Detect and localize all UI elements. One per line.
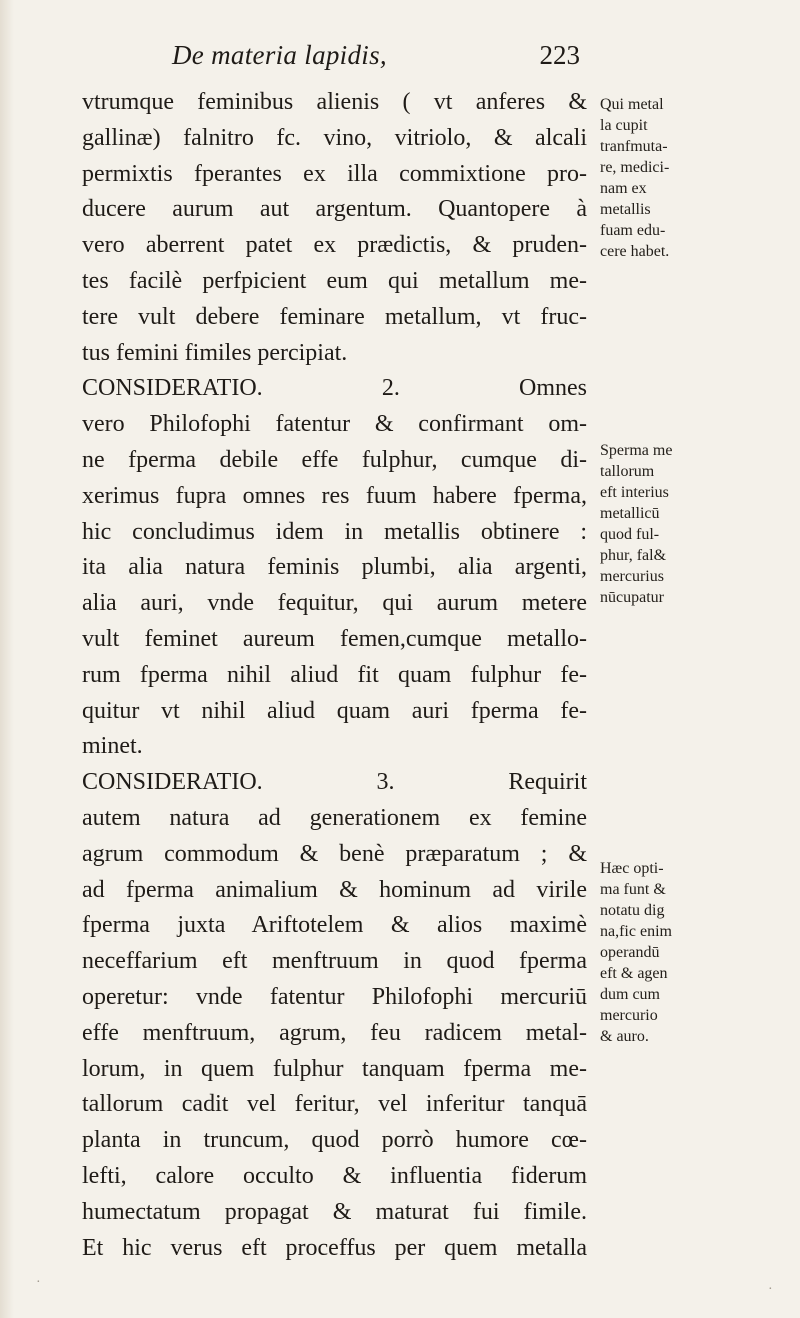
margin-note-line: nam ex — [600, 180, 647, 197]
text-line: planta in truncum, quod porrò humore cœ- — [82, 1127, 587, 1154]
text-line: effe menftruum, agrum, feu radicem metal- — [82, 1019, 587, 1046]
text-line: neceffarium eft menftruum in quod fperma — [82, 948, 587, 975]
text-line: vtrumque feminibus alienis ( vt anferes & — [82, 89, 587, 115]
page-number: 223 — [539, 40, 580, 70]
margin-note-line: ma funt & — [600, 881, 666, 898]
margin-note-line: metallis — [600, 201, 651, 218]
margin-note-line: notatu dig — [600, 902, 665, 919]
text-line: vero Philofophi fatentur & confirmant om- — [82, 411, 587, 438]
margin-note-line: la cupit — [600, 117, 648, 134]
paper-speck: · — [768, 1282, 773, 1297]
margin-note — [600, 94, 785, 262]
margin-note-line: quod ful- — [600, 526, 660, 543]
margin-note — [600, 440, 785, 608]
margin-note-line: tallorum — [600, 463, 655, 480]
text-line: rum fperma nihil aliud fit quam fulphur fe- — [82, 661, 587, 688]
margin-note-line: metallicū — [600, 505, 660, 522]
text-line: xerimus fupra omnes res fuum habere fperma, — [82, 482, 587, 509]
margin-note-line: tranfmuta- — [600, 138, 668, 155]
text-line: fperma juxta Ariftotelem & alios maximè — [82, 912, 587, 939]
margin-note-line: Hæc opti- — [600, 860, 664, 877]
section-heading-line: CONSIDERATIO. 3. Requirit — [82, 769, 587, 796]
text-line: alia auri, vnde fequitur, qui aurum metere — [82, 590, 587, 617]
text-line: hic concludimus idem in metallis obtinere : — [82, 518, 587, 545]
text-line: ducere aurum aut argentum. Quantopere à — [82, 196, 587, 223]
text-line: operetur: vnde fatentur Philofophi mercuriū — [82, 983, 587, 1010]
text-line: autem natura ad generationem ex femine — [82, 804, 587, 831]
main-text-block — [82, 85, 587, 1266]
margin-note-line: eft & agen — [600, 965, 668, 982]
margin-note-line: Sperma me — [600, 442, 673, 459]
text-line: tere vult debere feminare metallum, vt fruc- — [82, 303, 587, 330]
text-line: permixtis fperantes ex illa commixtione pro- — [82, 160, 587, 187]
margin-note-line: phur, fal& — [600, 547, 667, 564]
text-line: Et hic verus eft proceffus per quem metalla — [82, 1234, 587, 1261]
margin-note-line: eft interius — [600, 484, 669, 501]
text-line: minet. — [82, 733, 143, 760]
margin-note-line: fuam edu- — [600, 222, 666, 239]
margin-note-line: re, medici- — [600, 159, 670, 176]
text-line: vero aberrent patet ex prædictis, & pruden- — [82, 232, 587, 259]
margin-note — [600, 858, 785, 1047]
margin-note-line: na,fic enim — [600, 923, 672, 940]
text-line: lefti, calore occulto & influentia fiderum — [82, 1162, 587, 1189]
margin-note-line: dum cum — [600, 986, 660, 1003]
text-line: tes facilè perfpicient eum qui metallum me- — [82, 267, 587, 294]
text-line: ita alia natura feminis plumbi, alia argenti, — [82, 554, 587, 581]
text-line: vult feminet aureum femen,cumque metallo- — [82, 625, 587, 652]
text-line: quitur vt nihil aliud quam auri fperma fe- — [82, 697, 587, 724]
margin-note-line: & auro. — [600, 1028, 649, 1045]
running-head: De materia lapidis, — [172, 40, 387, 70]
text-line: tus femini fimiles percipiat. — [82, 339, 348, 366]
text-line: tallorum cadit vel feritur, vel inferitur tanquā — [82, 1091, 587, 1118]
page-header — [160, 40, 580, 80]
margin-note-line: mercurius — [600, 568, 664, 585]
text-line: lorum, in quem fulphur tanquam fperma me- — [82, 1055, 587, 1082]
text-line: gallinæ) falnitro fc. vino, vitriolo, & alcali — [82, 124, 587, 151]
text-line: ne fperma debile effe fulphur, cumque di- — [82, 446, 587, 473]
text-line: ad fperma animalium & hominum ad virile — [82, 876, 587, 903]
margin-note-line: operandū — [600, 944, 660, 961]
page-gutter-shadow — [0, 0, 14, 1318]
margin-note-line: nūcupatur — [600, 589, 664, 606]
margin-note-line: Qui metal — [600, 96, 664, 113]
margin-note-line: mercurio — [600, 1007, 658, 1024]
paper-speck: · — [36, 1275, 41, 1290]
section-heading-line: CONSIDERATIO. 2. Omnes — [82, 375, 587, 402]
text-line: humectatum propagat & maturat fui fimile. — [82, 1198, 587, 1225]
text-line: agrum commodum & benè præparatum ; & — [82, 840, 587, 867]
margin-note-line: cere habet. — [600, 243, 670, 260]
